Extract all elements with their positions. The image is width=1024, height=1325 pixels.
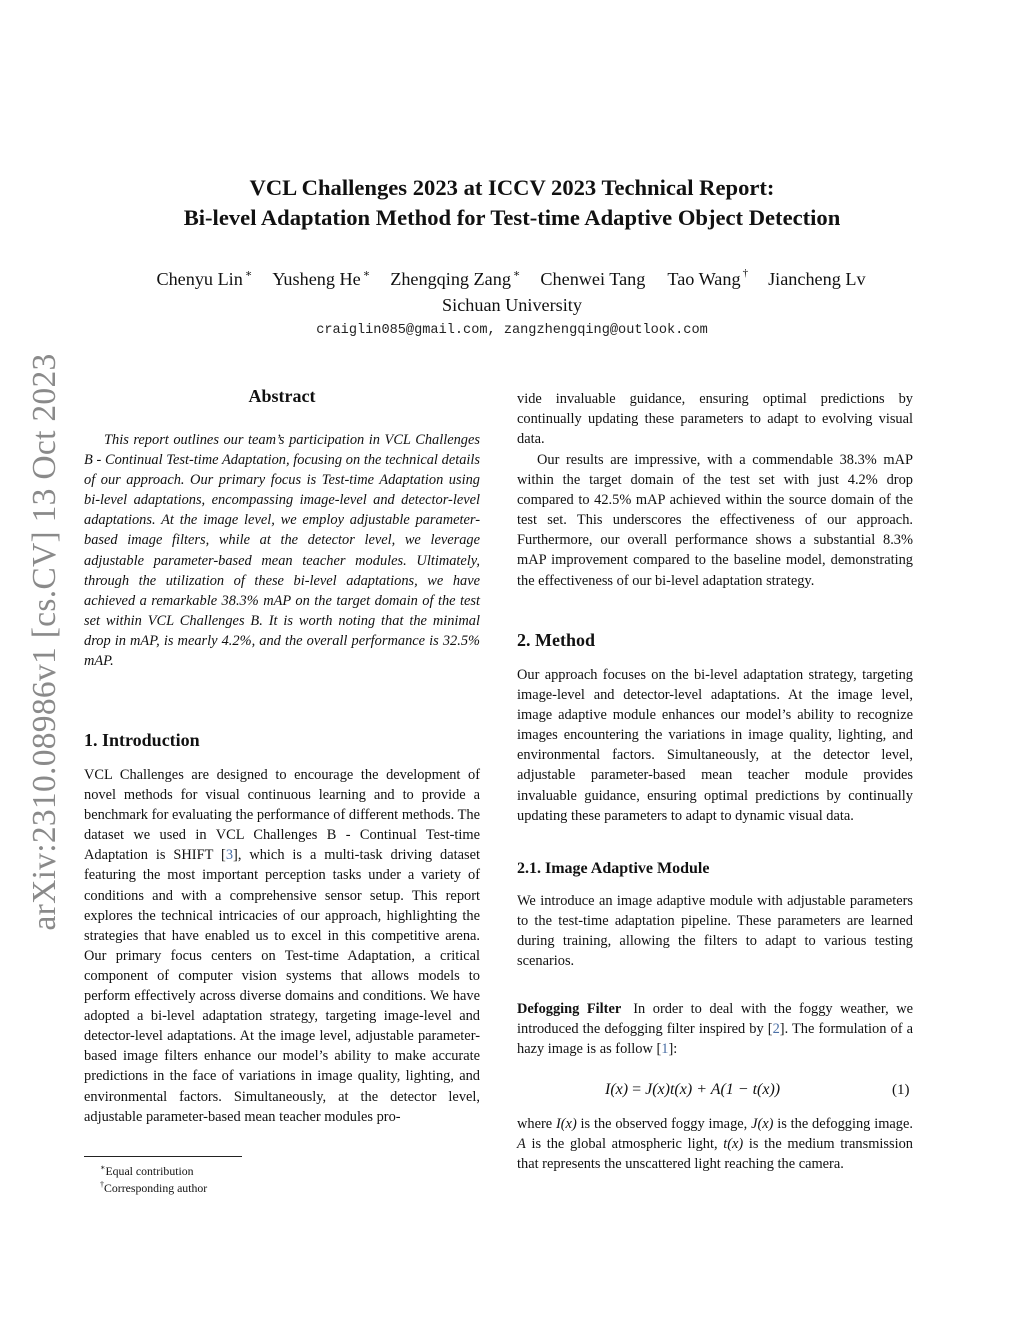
abstract-heading: Abstract (248, 386, 316, 406)
author: Zhengqing Zang ∗ (390, 268, 521, 289)
footnote-rule (84, 1156, 242, 1157)
abstract-text: This report outlines our team’s participation in VCL Challenges B - Continual Test-time Adaptation, focusing on the technical details of our approach. Our primary focus is Test-time Adaptation using bi-level adaptations, encompassing image-level and detector-level adaptations. At the image level, we employ adjustable parameter-based image filters, while at the detector level, we leverage adjustable parameter-based mean teacher modules. Ultimately, through the utilization of these bi-level adaptations, we have achieved a remarkable 38.3% mAP on the target domain of the test set within VCL Challenges B. It is worth noting that the minimal drop in mAP, is mearly 4.2%, and the overall performance is 32.5% mAP. (84, 432, 480, 670)
footnote-equal-contribution: ∗Equal contribution (100, 1163, 194, 1178)
citation-link[interactable]: 2 (772, 1021, 780, 1038)
equation-explanation: where I(x) is the observed foggy image, J(x) is the defogging image. A is the global atmospheric light, t(x) is the medium transmission that represents the unscattered light reaching the camera. (517, 1116, 913, 1173)
subsection-heading-image-adaptive: 2.1. Image Adaptive Module (517, 860, 710, 877)
author-list (120, 269, 904, 295)
author: Yusheng He ∗ (272, 268, 371, 289)
section-heading-method: 2. Method (517, 630, 595, 650)
defogging-filter-title: Defogging Filter (517, 1001, 622, 1017)
paper-title-line-2: Bi-level Adaptation Method for Test-time Adaptive Object Detection (183, 205, 841, 230)
affiliation: Sichuan University (442, 295, 582, 315)
author: Tao Wang † (667, 267, 749, 289)
citation-link[interactable]: 1 (661, 1041, 669, 1058)
paper-title-line-1: VCL Challenges 2023 at ICCV 2023 Technical Report: (249, 175, 775, 200)
introduction-text: VCL Challenges are designed to encourage the development of novel methods for visual continuous learning and to provide a benchmark for evaluating the performance of different methods. The dataset we used in VCL Challenges B - Continual Test-time Adaptation is SHIFT [3], which is a multi-task driving dataset featuring the most important perception tasks under a variety of conditions and with a comprehensive sensor setup. This report explores the technical intricacies of our approach, highlighting the strategies that have enabled us to excel in this competitive arena. Our primary focus centers on Test-time Adaptation, a critical component of computer vision systems that allows models to perform effectively across diverse domains and conditions. We have adopted a bi-level adaptation strategy, targeting image-level and detector-level adaptations. At the image level, adjustable parameter-based image filters enhance our model’s ability to make accurate predictions in the face of variations in image quality, lighting, and environmental factors. Simultaneously, at the detector level, adjustable parameter-based mean teacher modules pro- (84, 767, 480, 1125)
equation-1: I(x) = J(x)t(x) + A(1 − t(x)) (605, 1081, 781, 1098)
method-text: Our approach focuses on the bi-level adaptation strategy, targeting image-level and detector-level adaptations. At the image level, image adaptive module enhances our model’s ability to recognize images encountering the variations in image quality, lighting, and environmental factors. Simultaneously, at the detector level, adjustable parameter-based mean teacher module provides invaluable guidance, ensuring optimal predictions by continually updating these parameters to adapt to dynamic visual data. (517, 667, 913, 824)
citation-link[interactable]: 3 (225, 847, 234, 864)
author: Jiancheng Lv (768, 269, 866, 289)
introduction-continuation: vide invaluable guidance, ensuring optimal predictions by continually updating these parameters to adapt to evolving visual data. (517, 391, 913, 448)
arxiv-stamp: arXiv:2310.08986v1 [cs.CV] 13 Oct 2023 (26, 353, 63, 931)
defogging-paragraph: Defogging Filter In order to deal with the foggy weather, we introduced the defogging filter inspired by [2]. The formulation of a hazy image is as follow [1]: (517, 1001, 913, 1058)
author-emails: craiglin085@gmail.com, zangzhengqing@outlook.com (316, 323, 708, 338)
author: Chenyu Lin ∗ (156, 268, 253, 289)
section-heading-introduction: 1. Introduction (84, 730, 200, 750)
author: Chenwei Tang (540, 269, 646, 289)
equation-number: (1) (892, 1082, 910, 1098)
introduction-results: Our results are impressive, with a commendable 38.3% mAP within the target domain of the test set with just 4.2% drop compared to 42.5% mAP achieved within the source domain of the test set. This underscores the effectiveness of our approach. Furthermore, our overall performance shows a substantial 8.3% mAP improvement compared to the baseline model, demonstrating the effectiveness of our bi-level adaptation strategy. (517, 452, 913, 589)
footnote-corresponding-author: †Corresponding author (100, 1180, 208, 1195)
image-adaptive-text: We introduce an image adaptive module with adjustable parameters to the test-time adaptation pipeline. These parameters are learned during training, allowing the filters to adapt to various testing scenarios. (517, 893, 913, 970)
